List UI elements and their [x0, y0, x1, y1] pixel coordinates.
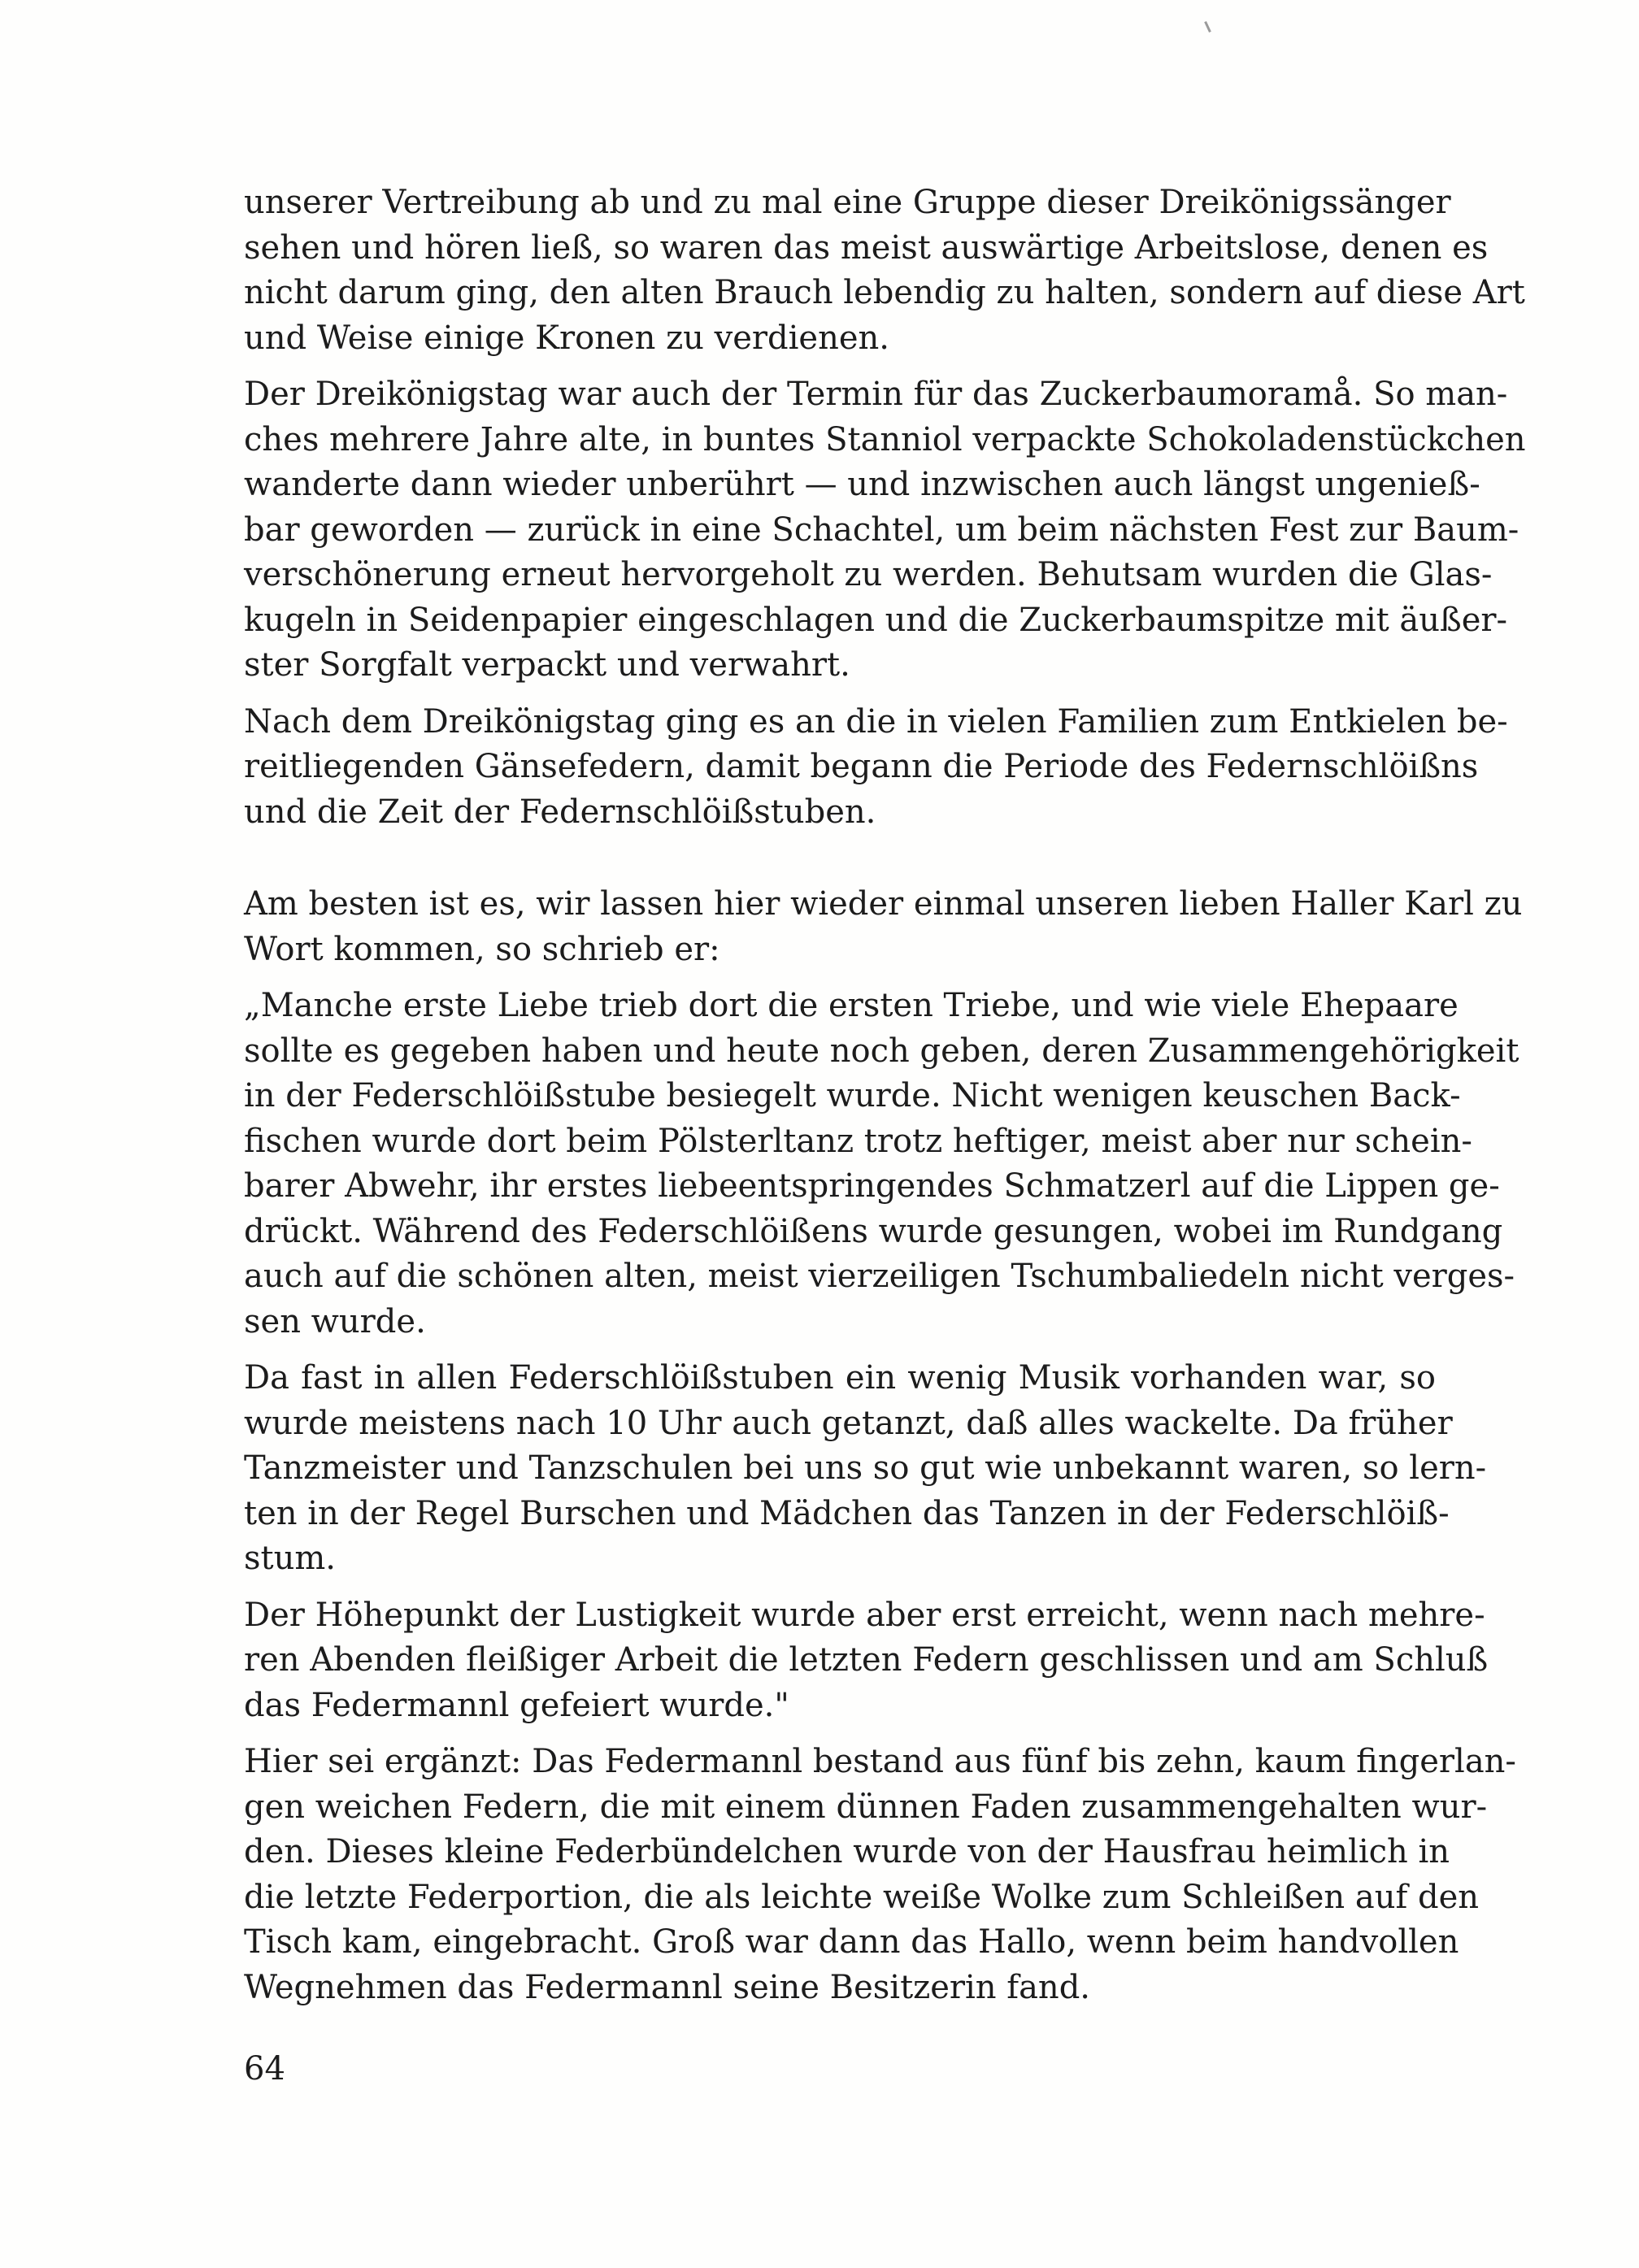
text-line: kugeln in Seidenpapier eingeschlagen und die Zuckerbaumspitze mit äußer- — [244, 601, 1508, 639]
text-line: Der Dreikönigstag war auch der Termin für das Zuckerbaumoramå. So man- — [244, 376, 1508, 413]
text-line: bar geworden — zurück in eine Schachtel, um beim nächsten Fest zur Baum- — [244, 511, 1519, 549]
text-line: Wort kommen, so schrieb er: — [244, 930, 720, 968]
text-line: Am besten ist es, wir lassen hier wieder einmal unseren lieben Haller Karl zu — [244, 885, 1523, 923]
text-line: sen wurde. — [244, 1302, 426, 1340]
text-line: wurde meistens nach 10 Uhr auch getanzt, daß alles wackelte. Da früher — [244, 1404, 1453, 1442]
text-line: das Federmannl gefeiert wurde." — [244, 1686, 789, 1724]
text-line: sehen und hören ließ, so waren das meist auswärtige Arbeitslose, denen es — [244, 228, 1489, 267]
paragraph-4 — [244, 882, 1523, 972]
text-line: ren Abenden fleißiger Arbeit die letzten Federn geschlissen und am Schluß — [244, 1641, 1489, 1679]
text-line: Da fast in allen Federschlöißstuben ein wenig Musik vorhanden war, so — [244, 1359, 1436, 1397]
text-line: die letzte Federportion, die als leichte weiße Wolke zum Schleißen auf den — [244, 1878, 1480, 1916]
paragraph-6 — [244, 1356, 1487, 1582]
text-line: gen weichen Federn, die mit einem dünnen Faden zusammengehalten wur- — [244, 1788, 1488, 1826]
text-line: Tisch kam, eingebracht. Groß war dann das Hallo, wenn beim handvollen — [244, 1923, 1459, 1961]
text-line: Nach dem Dreikönigstag ging es an die in vielen Familien zum Entkielen be- — [244, 702, 1508, 741]
text-line: barer Abwehr, ihr erstes liebeentspringendes Schmatzerl auf die Lippen ge- — [244, 1167, 1500, 1205]
text-line: nicht darum ging, den alten Brauch lebendig zu halten, sondern auf diese Art — [244, 274, 1525, 311]
text-line: Tanzmeister und Tanzschulen bei uns so gut wie unbekannt waren, so lern- — [244, 1449, 1487, 1487]
text-line: drückt. Während des Federschlöißens wurde gesungen, wobei im Rundgang — [244, 1212, 1503, 1250]
text-line: „Manche erste Liebe trieb dort die ersten Triebe, und wie viele Ehepaare — [244, 987, 1459, 1024]
text-line: fischen wurde dort beim Pölsterltanz trotz heftiger, meist aber nur schein- — [244, 1122, 1472, 1160]
text-line: Hier sei ergänzt: Das Federmannl bestand aus fünf bis zehn, kaum fingerlan- — [244, 1743, 1516, 1780]
text-line: und die Zeit der Federnschlöißstuben. — [244, 793, 876, 831]
text-line: wanderte dann wieder unberührt — und inzwischen auch längst ungenieß- — [244, 466, 1480, 503]
text-line: den. Dieses kleine Federbündelchen wurde von der Hausfrau heimlich in — [244, 1833, 1450, 1870]
text-line: Der Höhepunkt der Lustigkeit wurde aber erst erreicht, wenn nach mehre- — [244, 1596, 1485, 1634]
paragraph-7 — [244, 1593, 1489, 1729]
page-number: 64 — [244, 2050, 285, 2088]
paragraph-1 — [244, 180, 1525, 361]
text-line: Wegnehmen das Federmannl seine Besitzerin fand. — [244, 1968, 1091, 2006]
text-line: reitliegenden Gänsefedern, damit begann die Periode des Federnschlöißns — [244, 748, 1479, 785]
text-line: verschönerung erneut hervorgeholt zu werden. Behutsam wurden die Glas- — [244, 556, 1493, 593]
text-line: in der Federschlöißstube besiegelt wurde. Nicht wenigen keuschen Back- — [244, 1077, 1461, 1114]
text-line: ten in der Regel Burschen und Mädchen das Tanzen in der Federschlöiß- — [244, 1494, 1450, 1532]
text-line: auch auf die schönen alten, meist vierzeiligen Tschumbaliedeln nicht verges- — [244, 1258, 1515, 1295]
paragraph-8 — [244, 1740, 1516, 2010]
text-line: stum. — [244, 1540, 337, 1577]
text-line: sollte es gegeben haben und heute noch geben, deren Zusammengehörigkeit — [244, 1032, 1519, 1070]
text-line: unserer Vertreibung ab und zu mal eine Gruppe dieser Dreikönigssänger — [244, 184, 1451, 221]
text-line: ster Sorgfalt verpackt und verwahrt. — [244, 646, 850, 684]
body-text — [244, 180, 1526, 2010]
text-line: und Weise einige Kronen zu verdienen. — [244, 319, 890, 357]
scan-speck — [1204, 21, 1211, 33]
paragraph-5-quote — [244, 984, 1519, 1345]
paragraph-2 — [244, 372, 1526, 689]
text-line: ches mehrere Jahre alte, in buntes Stanniol verpackte Schokoladenstückchen — [244, 420, 1526, 458]
paragraph-3 — [244, 700, 1508, 836]
